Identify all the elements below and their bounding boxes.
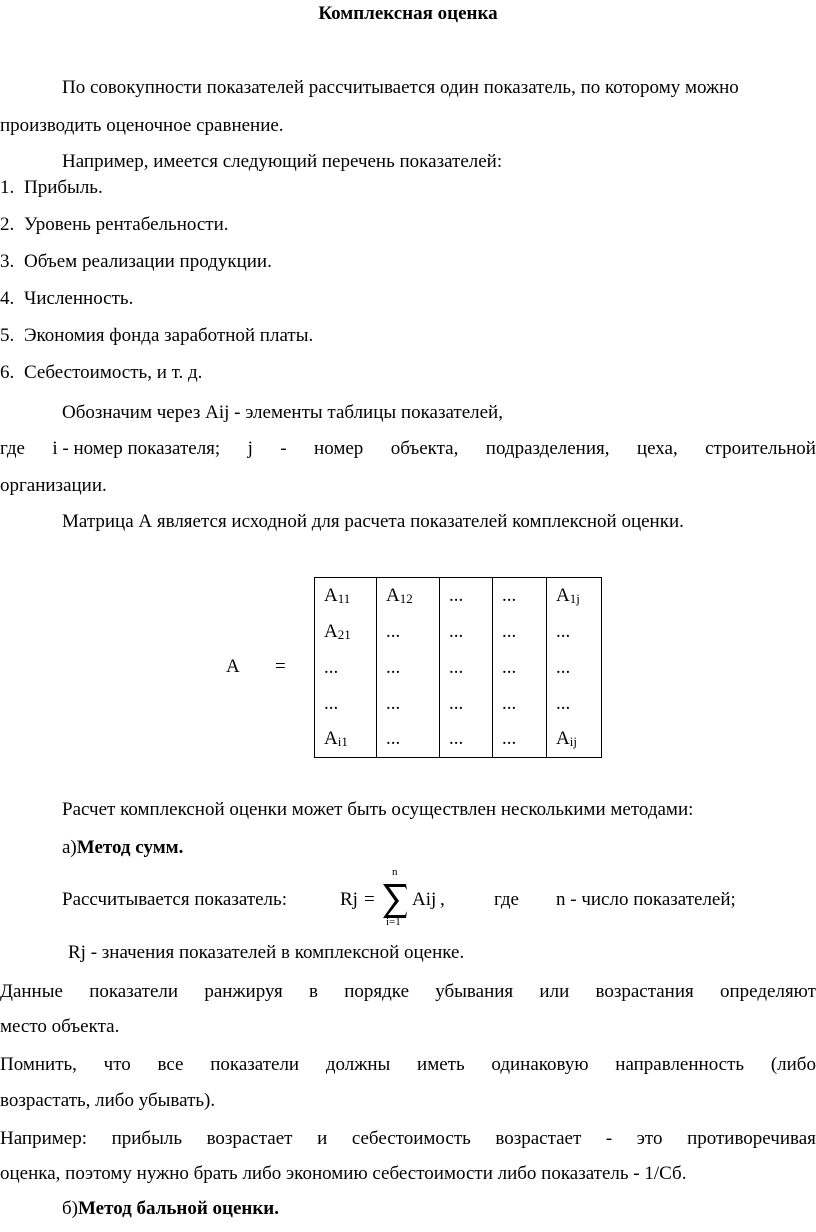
word: в (309, 981, 318, 1002)
matrix-cell (377, 650, 440, 686)
word: объекта, (390, 438, 459, 459)
word: или (539, 981, 570, 1002)
list-item (0, 324, 313, 348)
matrix-cell-base: ... (386, 656, 401, 678)
direction-paragraph-line-2: возрастать, либо убывать). (0, 1090, 216, 1111)
matrix-cell (493, 686, 547, 722)
matrix-cell (315, 614, 377, 650)
matrix-cell-base: ... (502, 656, 517, 678)
matrix-cell-base: ... (502, 728, 517, 750)
matrix-cell (493, 722, 547, 758)
list-item-number: 2. (0, 214, 15, 235)
matrix-cell (440, 650, 493, 686)
formula-lower-limit: i=1 (386, 916, 401, 928)
list-item-number: 4. (0, 288, 15, 309)
word: противоречивая (687, 1128, 816, 1149)
matrix-cell-base: A (324, 584, 338, 606)
matrix-cell-subscript: 21 (337, 626, 351, 642)
matrix-cell-base: ... (324, 692, 339, 714)
list-item-number: 5. (0, 325, 15, 346)
example-paragraph-line-2: оценка, поэтому нужно брать либо экономию себестоимости либо показатель - 1/Сб. (0, 1163, 687, 1184)
word: Помнить, (0, 1054, 77, 1075)
matrix-cell-base: A (324, 620, 338, 642)
word: где (0, 438, 25, 459)
word: направленность (615, 1054, 745, 1075)
list-intro: Например, имеется следующий перечень показателей: (62, 151, 503, 172)
matrix-row (315, 578, 602, 614)
matrix-cell-subscript: 11 (337, 590, 351, 606)
word: иметь (417, 1054, 465, 1075)
word: i - номер показателя; (52, 438, 221, 459)
matrix-cell-base: ... (386, 620, 401, 642)
word: возрастает (206, 1128, 293, 1149)
word: определяют (720, 981, 816, 1002)
matrix-cell-subscript: 1j (569, 590, 580, 606)
matrix-cell (377, 578, 440, 614)
matrix-row (315, 650, 602, 686)
method-b-prefix: б) (62, 1198, 78, 1219)
word: номер (314, 438, 364, 459)
formula-equals: = (364, 889, 375, 910)
word: что (103, 1054, 131, 1075)
matrix-cell-base: ... (502, 584, 517, 606)
list-item-number: 1. (0, 177, 15, 198)
method-a-title: Метод сумм. (76, 837, 184, 858)
word: одинаковую (491, 1054, 589, 1075)
word: возрастания (595, 981, 694, 1002)
method-a-prefix: а) (62, 837, 77, 858)
list-item (0, 176, 103, 200)
list-item-text: Прибыль. (24, 177, 103, 198)
page-title: Комплексная оценка (318, 3, 498, 24)
ranking-paragraph-line-2: место объекта. (0, 1016, 120, 1037)
word: Данные (0, 981, 63, 1002)
matrix-cell (493, 578, 547, 614)
matrix-cell-base: ... (386, 692, 401, 714)
matrix-cell-base: A (386, 584, 400, 606)
matrix-cell (493, 650, 547, 686)
rj-description: Rj - значения показателей в комплексной оценке. (68, 942, 465, 963)
word: это (636, 1128, 663, 1149)
list-item-text: Себестоимость, и т. д. (24, 362, 203, 383)
matrix-row (315, 686, 602, 722)
matrix-cell (377, 614, 440, 650)
list-item-text: Уровень рентабельности. (24, 214, 229, 235)
word: себестоимость (351, 1128, 471, 1149)
matrix-cell (547, 578, 602, 614)
matrix-cell-base: ... (502, 620, 517, 642)
word: строительной (705, 438, 816, 459)
list-item-text: Экономия фонда заработной платы. (24, 325, 314, 346)
matrix-cell-base: ... (449, 692, 464, 714)
word: j (247, 438, 253, 459)
word: порядке (344, 981, 409, 1002)
example-paragraph-line-1 (0, 1127, 816, 1151)
matrix-cell-base: ... (449, 656, 464, 678)
matrix-cell-base: A (324, 728, 338, 750)
word: показатели (89, 981, 179, 1002)
matrix-cell-subscript: i1 (337, 734, 348, 750)
word: и (317, 1128, 328, 1149)
ranking-paragraph-line-1 (0, 980, 816, 1004)
matrix-cell (377, 722, 440, 758)
word: цеха, (636, 438, 678, 459)
matrix-cell (377, 686, 440, 722)
matrix-cell (547, 650, 602, 686)
matrix-cell (547, 614, 602, 650)
matrix-cell (547, 686, 602, 722)
formula-term: Aij (412, 889, 437, 910)
matrix-cell-subscript: 12 (399, 590, 413, 606)
list-item (0, 250, 272, 274)
matrix-cell (315, 722, 377, 758)
word: ранжируя (204, 981, 283, 1002)
matrix-cell-base: ... (386, 728, 401, 750)
matrix-cell-base: ... (449, 620, 464, 642)
method-b-heading (62, 1197, 279, 1221)
word: Например: (0, 1128, 87, 1149)
formula-upper-limit: n (392, 866, 398, 878)
word: - (280, 438, 287, 459)
matrix-cell-base: ... (556, 692, 571, 714)
matrix-cell-base: A (556, 728, 570, 750)
method-a-heading (62, 836, 183, 860)
matrix-label: A (226, 656, 240, 677)
matrix-cell (493, 614, 547, 650)
word: прибыль (111, 1128, 182, 1149)
formula-lead: Рассчитывается показатель: (62, 889, 287, 910)
matrix-cell-base: ... (556, 656, 571, 678)
notation-line-3: организации. (0, 475, 107, 496)
word: (либо (770, 1054, 816, 1075)
formula-lhs: Rj (340, 889, 358, 910)
method-b-title: Метод бальной оценки. (78, 1198, 280, 1219)
matrix-cell-base: ... (449, 728, 464, 750)
word: должны (325, 1054, 391, 1075)
matrix-cell-base: ... (502, 692, 517, 714)
matrix-cell-base: ... (324, 656, 339, 678)
matrix-cell (315, 686, 377, 722)
list-item-number: 3. (0, 251, 15, 272)
matrix-cell-base: ... (449, 584, 464, 606)
notation-line-2 (0, 437, 816, 461)
matrix-cell (440, 614, 493, 650)
matrix-cell (547, 722, 602, 758)
word: возрастает (495, 1128, 582, 1149)
matrix-row (315, 722, 602, 758)
matrix-cell-subscript: ij (569, 734, 577, 750)
list-item-text: Численность. (24, 288, 134, 309)
direction-paragraph-line-1 (0, 1053, 816, 1077)
list-item (0, 287, 133, 311)
matrix-intro: Матрица А является исходной для расчета показателей комплексной оценки. (62, 511, 684, 532)
matrix-equals: = (275, 656, 286, 677)
methods-intro: Расчет комплексной оценки может быть осуществлен несколькими методами: (62, 799, 694, 820)
word: убывания (435, 981, 514, 1002)
list-item (0, 361, 202, 385)
matrix-cell (315, 578, 377, 614)
word: все (157, 1054, 184, 1075)
matrix-row (315, 614, 602, 650)
matrix-cell (315, 650, 377, 686)
word: - (605, 1128, 613, 1149)
formula-n-description: n - число показателей; (556, 889, 736, 910)
word: показатели (210, 1054, 300, 1075)
intro-paragraph-line-1: По совокупности показателей рассчитывается один показатель, по которому можно (62, 77, 739, 98)
notation-line-1: Обозначим через Aij - элементы таблицы показателей, (62, 402, 503, 423)
formula-comma: , (440, 889, 445, 910)
list-item (0, 213, 229, 237)
matrix-cell (440, 686, 493, 722)
word: подразделения, (485, 438, 610, 459)
list-item-number: 6. (0, 362, 15, 383)
intro-paragraph-line-2: производить оценочное сравнение. (0, 115, 284, 136)
formula-where: где (494, 889, 519, 910)
matrix-cell-base: ... (556, 620, 571, 642)
matrix-cell-base: A (556, 584, 570, 606)
matrix-cell (440, 722, 493, 758)
list-item-text: Объем реализации продукции. (24, 251, 272, 272)
matrix-cell (440, 578, 493, 614)
matrix-table (314, 577, 602, 758)
